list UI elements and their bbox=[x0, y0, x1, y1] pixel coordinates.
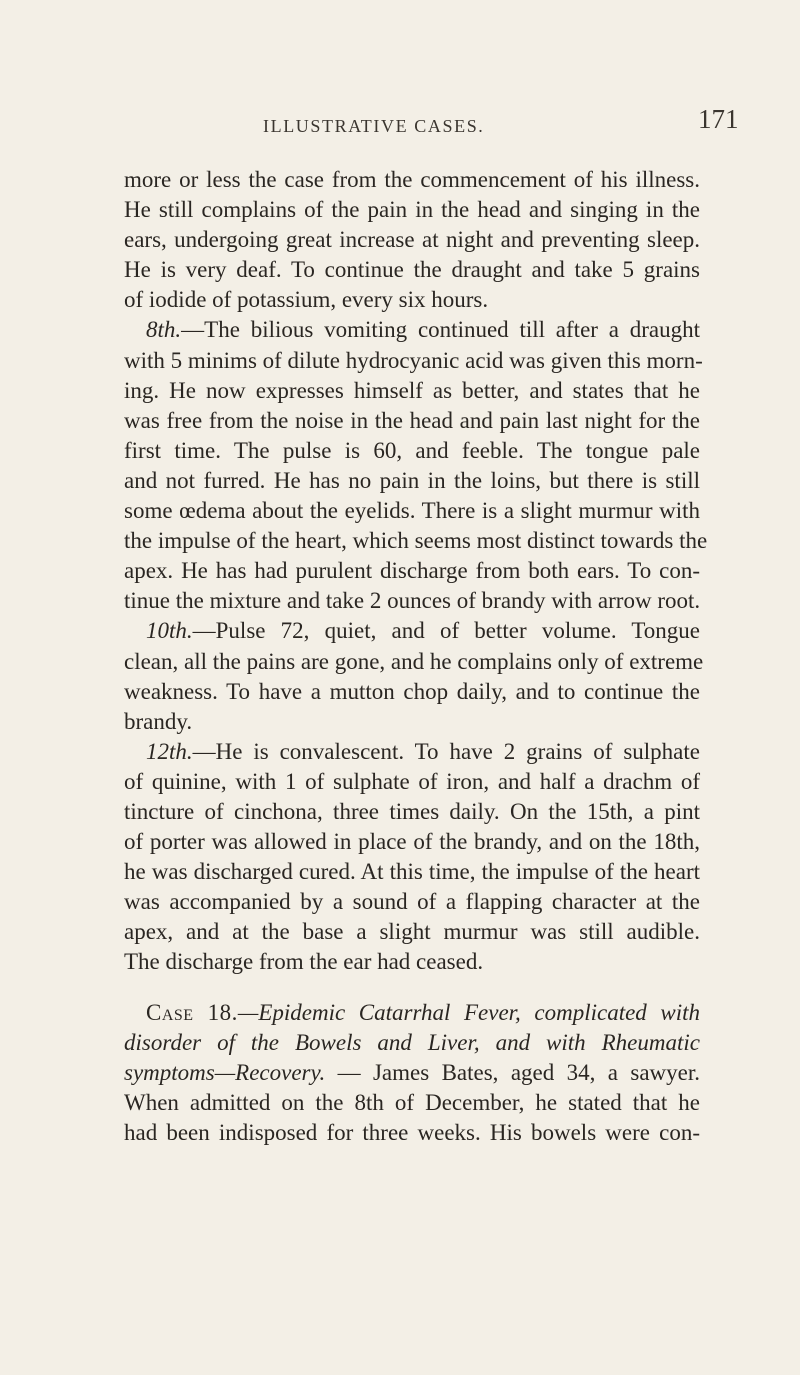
text-line bbox=[124, 526, 708, 556]
line-text: —He is convalescent. To have 2 grains of sulphate bbox=[192, 738, 700, 764]
text-line bbox=[124, 647, 704, 677]
text-line bbox=[124, 376, 700, 406]
text-line bbox=[124, 1118, 700, 1148]
text-line bbox=[124, 677, 700, 707]
text-line bbox=[124, 707, 700, 737]
text-line bbox=[124, 1058, 700, 1088]
text-line bbox=[124, 797, 700, 827]
text-line bbox=[124, 1028, 700, 1058]
line-text: He still complains of the pain in the head and singing in the bbox=[124, 197, 700, 223]
line-text: was accompanied by a sound of a flapping character at the bbox=[124, 889, 700, 915]
text-line bbox=[124, 998, 700, 1028]
line-text: more or less the case from the commencement of his illness. bbox=[124, 167, 700, 192]
line-text: —The bilious vomiting continued till after a draught bbox=[181, 317, 700, 343]
text-line bbox=[124, 586, 700, 616]
line-text: of porter was allowed in place of the brandy, and on the 18th, bbox=[124, 829, 700, 855]
line-text: had been indisposed for three weeks. His bowels were con- bbox=[124, 1119, 700, 1145]
line-text: symptoms—Recovery. bbox=[124, 1059, 326, 1085]
line-text: tinue the mixture and take 2 ounces of brandy with arrow root. bbox=[124, 588, 701, 614]
text-line bbox=[124, 315, 700, 345]
text-line bbox=[124, 857, 700, 887]
date-lead: 10th. bbox=[146, 618, 193, 644]
line-text: with 5 minims of dilute hydrocyanic acid was given this morn- bbox=[124, 347, 703, 373]
line-text: He is very deaf. To continue the draught and take 5 grains bbox=[124, 257, 700, 283]
line-text: clean, all the pains are gone, and he complains only of extreme bbox=[124, 648, 704, 674]
text-line bbox=[124, 346, 703, 376]
text-line bbox=[124, 737, 700, 767]
text-line bbox=[124, 406, 700, 436]
text-line bbox=[124, 887, 700, 917]
paragraph-gap bbox=[124, 978, 700, 998]
text-line bbox=[124, 917, 700, 947]
line-text: was free from the noise in the head and pain last night for the bbox=[124, 407, 700, 433]
text-line bbox=[124, 827, 700, 857]
line-text: When admitted on the 8th of December, he stated that he bbox=[124, 1089, 700, 1115]
body-text bbox=[124, 165, 708, 1148]
page-number: 171 bbox=[698, 104, 739, 134]
text-line bbox=[124, 767, 700, 797]
line-text: some œdema about the eyelids. There is a slight murmur with bbox=[124, 498, 700, 524]
line-text: The discharge from the ear had ceased. bbox=[124, 949, 484, 975]
line-tail: — James Bates, aged 34, a sawyer. bbox=[325, 1059, 700, 1085]
date-lead: 12th. bbox=[146, 738, 193, 764]
line-text: apex. He has had purulent discharge from both ears. To con- bbox=[124, 558, 700, 584]
line-text: weakness. To have a mutton chop daily, and to continue the bbox=[124, 678, 700, 704]
text-line bbox=[124, 436, 700, 466]
line-text: of iodide of potassium, every six hours. bbox=[124, 287, 489, 313]
running-head: ILLUSTRATIVE CASES. bbox=[263, 116, 485, 136]
text-line bbox=[124, 1088, 700, 1118]
line-text: ears, undergoing great increase at night and preventing sleep. bbox=[124, 227, 700, 253]
text-line bbox=[124, 225, 700, 255]
date-lead: 8th. bbox=[146, 317, 182, 343]
text-line bbox=[124, 616, 700, 646]
line-text: disorder of the Bowels and Liver, and with Rheumatic bbox=[124, 1029, 700, 1055]
line-text: ing. He now expresses himself as better, and states that he bbox=[124, 377, 700, 403]
text-line bbox=[124, 947, 700, 977]
line-text: apex, and at the base a slight murmur was still audible. bbox=[124, 919, 700, 945]
line-text: tincture of cinchona, three times daily. On the 15th, a pint bbox=[124, 798, 700, 824]
text-line bbox=[124, 285, 700, 315]
text-line bbox=[124, 165, 700, 195]
line-text: and not furred. He has no pain in the loins, but there is still bbox=[124, 467, 700, 493]
text-line bbox=[124, 556, 700, 586]
line-text: he was discharged cured. At this time, the impulse of the heart bbox=[124, 859, 700, 885]
line-text: —Epidemic Catarrhal Fever, complicated with bbox=[237, 999, 700, 1025]
line-text: —Pulse 72, quiet, and of better volume. Tongue bbox=[192, 618, 700, 644]
line-text: brandy. bbox=[124, 708, 193, 734]
line-text: the impulse of the heart, which seems most distinct towards the bbox=[124, 528, 708, 554]
text-line bbox=[124, 195, 700, 225]
text-line bbox=[124, 496, 700, 526]
case-label: Case 18. bbox=[146, 999, 238, 1025]
line-text: first time. The pulse is 60, and feeble. The tongue pale bbox=[124, 437, 700, 463]
line-text: of quinine, with 1 of sulphate of iron, and half a drachm of bbox=[124, 768, 700, 794]
text-line bbox=[124, 255, 700, 285]
text-line bbox=[124, 466, 700, 496]
